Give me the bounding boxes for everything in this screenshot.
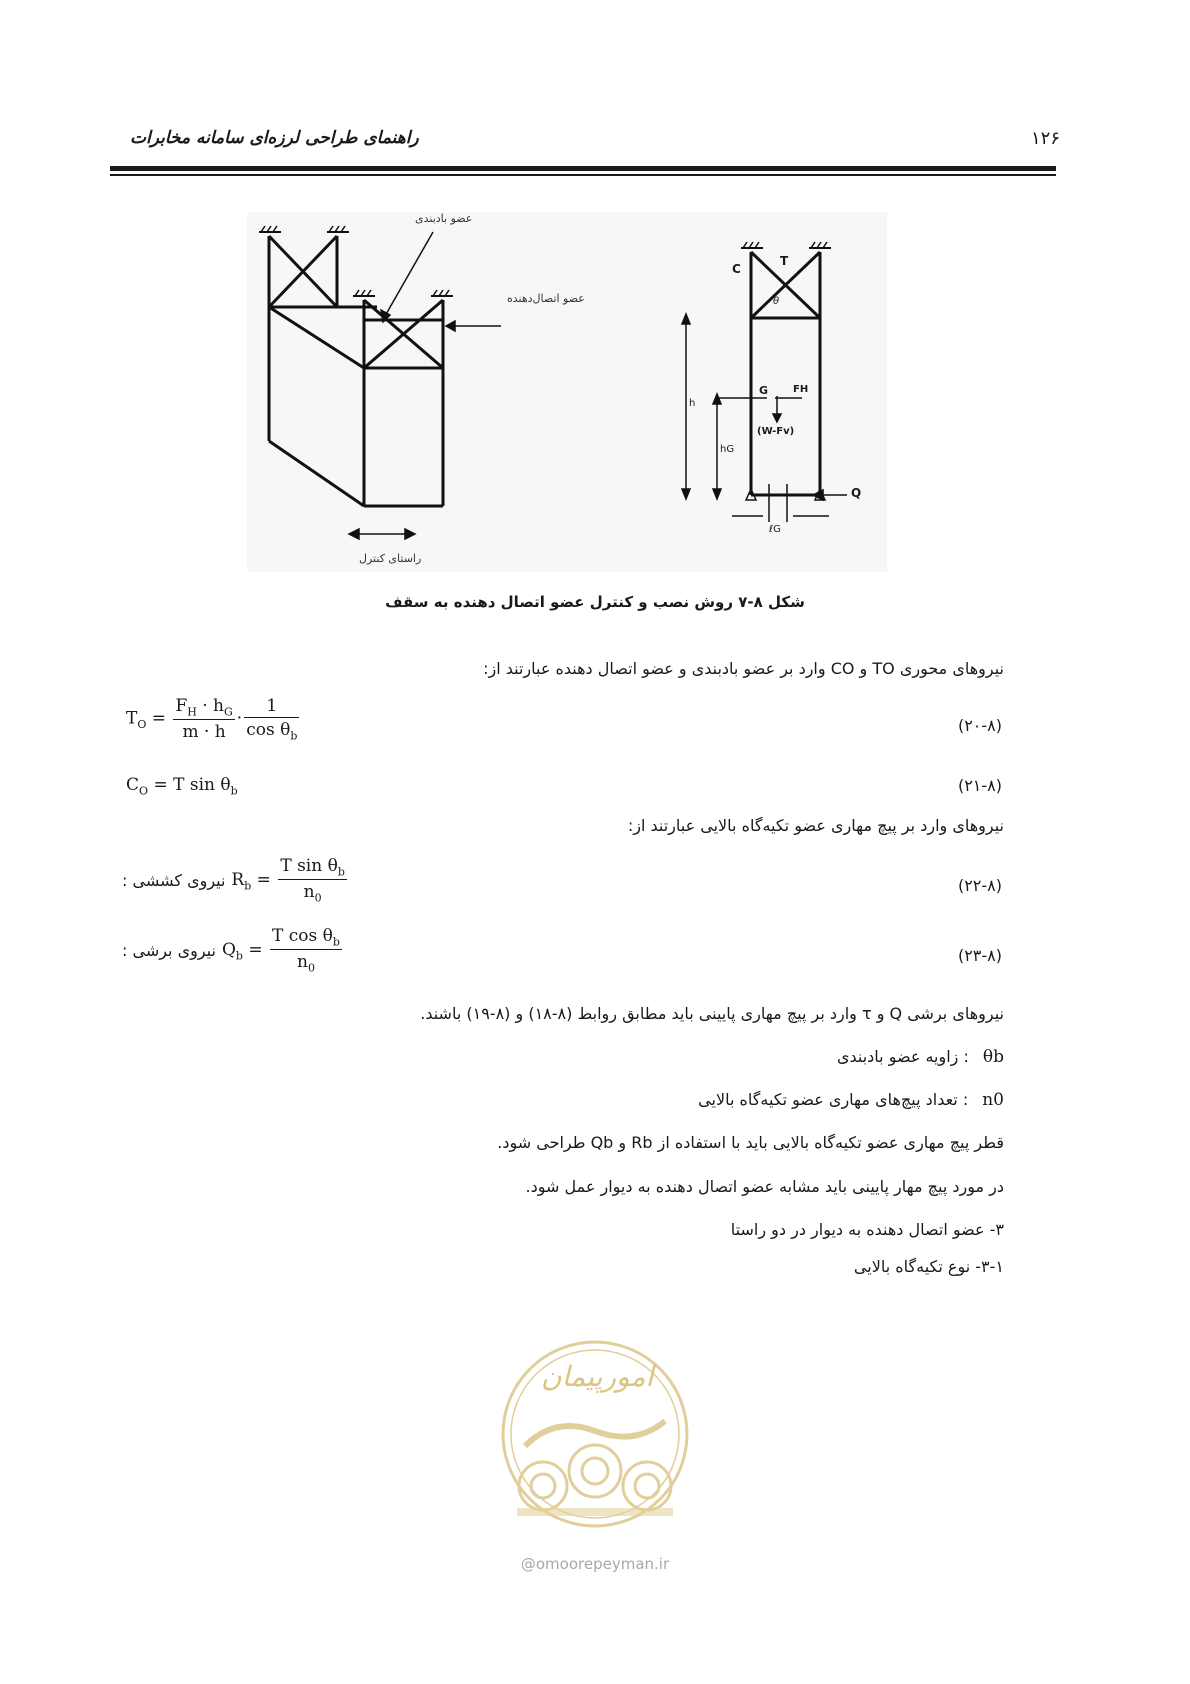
legend-n0-text: : تعداد پیچ‌های مهاری عضو تکیه‌گاه بالایی	[698, 1090, 969, 1109]
label-wfv: (W-Fv)	[757, 426, 795, 437]
heading-wall-connector: ۳- عضو اتصال دهنده به دیوار در دو راستا	[730, 1220, 1004, 1239]
figure-caption: شکل ۸-۷ روش نصب و کنترل عضو اتصال دهنده به سقف	[385, 593, 805, 611]
watermark-seal-icon	[495, 1326, 695, 1546]
paragraph-shear-forces: نیروهای برشی Q و τ وارد بر پیچ مهاری پایینی باید مطابق روابط (۸-۱۸) و (۸-۱۹) باشند.	[420, 1004, 1004, 1023]
equation-22: نیروی کششی : $R_b$ = $\frac{T \sin \theta_b}{n_0}$	[122, 856, 345, 905]
watermark-url: @omoorepeyman.ir	[520, 1555, 670, 1573]
header-rule-thin	[110, 174, 1056, 176]
equation-22-label: نیروی کششی :	[122, 870, 226, 890]
equation-20: $T_O$ = $\frac{F_H \cdot h_G}{m \cdot h}$ · $\frac{1}{\cos \theta_b}$	[126, 696, 298, 743]
legend-theta-symbol: θb	[982, 1047, 1004, 1067]
label-connecting-member: عضو اتصال‌دهنده	[507, 292, 585, 305]
running-header-title: راهنمای طراحی لرزه‌ای سامانه مخابرات	[130, 128, 419, 148]
label-bracing-member: عضو بادبندی	[415, 212, 473, 225]
label-lg: ℓG	[769, 524, 781, 535]
equation-23-number: (۲۳-۸)	[957, 946, 1002, 965]
equation-20-number: (۲۰-۸)	[957, 716, 1002, 735]
equation-21: $C_O = T$ $\sin \theta_b$	[126, 775, 238, 798]
paragraph-lower-bolt: در مورد پیچ مهار پایینی باید مشابه عضو اتصال دهنده به دیوار عمل شود.	[525, 1177, 1004, 1196]
watermark-logo	[495, 1326, 695, 1546]
equation-22-number: (۲۲-۸)	[957, 876, 1002, 895]
label-theta: θ	[773, 296, 780, 307]
label-g: G	[759, 384, 769, 397]
legend-n0	[698, 1090, 1004, 1110]
equation-21-number: (۲۱-۸)	[957, 776, 1002, 795]
label-q: Q	[851, 486, 862, 500]
label-c: C	[732, 262, 741, 276]
equation-23: نیروی برشی : $Q_b$ = $\frac{T \cos \theta_b}{n_0}$	[122, 926, 340, 975]
watermark-logo-text: امورپیمان	[541, 1360, 654, 1393]
paragraph-bolt-forces: نیروهای وارد بر پیچ مهاری عضو تکیه‌گاه بالایی عبارتند از:	[627, 816, 1004, 835]
equation-23-label: نیروی برشی :	[122, 940, 216, 960]
legend-theta-text: : زاویه عضو بادبندی	[836, 1047, 969, 1066]
page-number: ۱۲۶	[1030, 128, 1060, 149]
label-h: h	[689, 398, 696, 409]
label-control-direction: راستای کنترل	[359, 552, 422, 565]
paragraph-bolt-diameter: قطر پیچ مهاری عضو تکیه‌گاه بالایی باید با استفاده از Rb و Qb طراحی شود.	[497, 1133, 1004, 1152]
paragraph-axial-forces: نیروهای محوری TO و CO وارد بر عضو بادبندی و عضو اتصال دهنده عبارتند از:	[483, 659, 1004, 678]
header-rule-thick	[110, 166, 1056, 171]
figure-drawing	[247, 212, 887, 572]
legend-n0-symbol: n0	[982, 1090, 1004, 1110]
figure	[247, 212, 887, 572]
heading-upper-support: ۳-۱- نوع تکیه‌گاه بالایی	[853, 1257, 1004, 1276]
label-fh: FH	[793, 384, 809, 395]
label-hg: hG	[720, 444, 735, 455]
label-t: T	[780, 254, 789, 268]
legend-theta	[837, 1047, 1004, 1067]
